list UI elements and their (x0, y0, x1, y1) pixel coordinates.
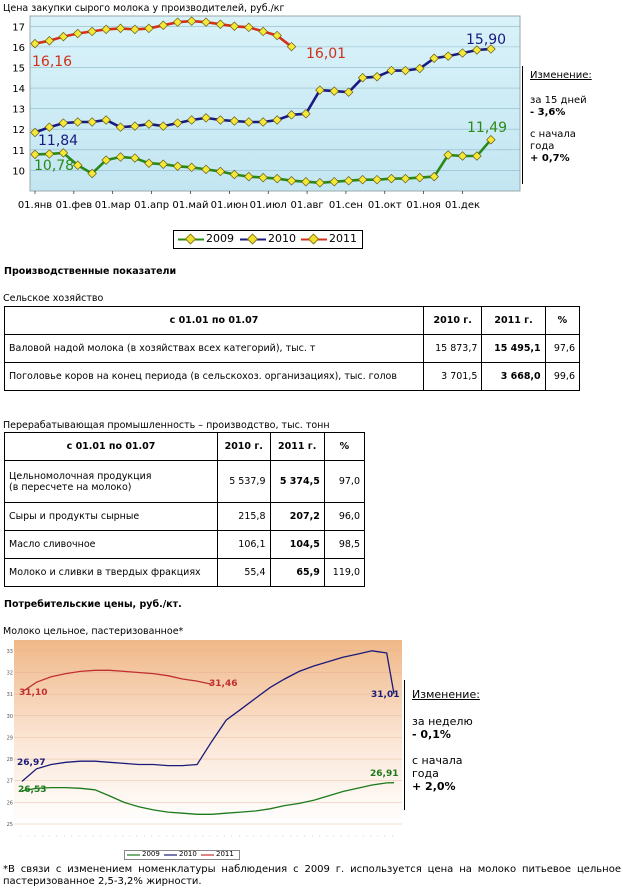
chart1-legend (173, 230, 363, 249)
x-tick-label: · (287, 835, 293, 837)
x-tick-label: 01.окт (367, 200, 402, 211)
proc-header-period: с 01.01 по 01.07 (5, 433, 218, 461)
x-tick-label: · (346, 835, 352, 837)
chart1-legend-2009: 2009 (206, 232, 234, 245)
x-tick-label: · (222, 835, 228, 837)
chart1-label-2009-start: 10,78 (34, 158, 75, 174)
proc-row-2011: 65,9 (270, 559, 324, 587)
x-tick-label: · (251, 835, 257, 837)
x-tick-label: 01.янв (17, 200, 53, 211)
x-tick-label: · (331, 835, 337, 837)
chart2-label-2011-end: 31,46 (209, 679, 238, 689)
x-tick-label: · (214, 835, 220, 837)
x-tick-label: 01.июл (249, 200, 287, 211)
chart2-change-box (412, 688, 480, 793)
x-tick-label: · (163, 835, 169, 837)
y-tick-label: 32 (6, 670, 13, 677)
x-tick-label: · (98, 835, 104, 837)
proc-row-2011: 104,5 (270, 531, 324, 559)
consumer-title: Потребительские цены, руб./кт. (4, 599, 182, 610)
chart1-change-line3: года (530, 141, 555, 152)
x-tick-label: 01.июн (210, 200, 249, 211)
x-tick-label: · (193, 835, 199, 837)
proc-row-label: Сыры и продукты сырные (5, 503, 218, 531)
agri-header-2010: 2010 г. (424, 307, 482, 335)
y-tick-label: 14 (12, 84, 25, 96)
agri-header-pct: % (545, 307, 579, 335)
chart2-label-2011-start: 31,10 (19, 688, 48, 698)
chart1-label-2009-end: 11,49 (467, 120, 508, 136)
x-tick-label: · (105, 835, 111, 837)
chart2-plot-area (14, 640, 402, 824)
proc-header-2010: 2010 г. (218, 433, 271, 461)
x-tick-label: · (317, 835, 323, 837)
proc-row-pct: 98,5 (324, 531, 364, 559)
x-tick-label: · (360, 835, 366, 837)
x-tick-label: · (47, 835, 53, 837)
proc-row-2010: 5 537,9 (218, 461, 271, 503)
table-row (5, 461, 365, 503)
chart1-change-divider (522, 66, 523, 184)
x-tick-label: · (353, 835, 359, 837)
y-tick-label: 16 (12, 42, 25, 54)
agri-row-2010: 15 873,7 (424, 335, 482, 363)
proc-row-pct: 97,0 (324, 461, 364, 503)
proc-row-2010: 55,4 (218, 559, 271, 587)
x-tick-label: 01.фев (55, 200, 93, 211)
x-tick-label: · (244, 835, 250, 837)
chart1-change-line3-value: + 0,7% (530, 153, 570, 164)
chart1-title: Цена закупки сырого молока у производителей, руб./кг (3, 3, 285, 14)
proc-row-2010: 106,1 (218, 531, 271, 559)
y-tick-label: 31 (6, 692, 13, 699)
x-tick-label: · (390, 835, 395, 837)
x-tick-label: · (25, 835, 31, 837)
x-tick-label: · (309, 835, 315, 837)
x-tick-label: 01.ноя (406, 200, 441, 211)
x-tick-label: · (54, 835, 60, 837)
x-tick-label: · (375, 835, 381, 837)
agri-table-header-row (5, 307, 580, 335)
y-tick-label: 27 (6, 778, 13, 785)
proc-table-header-row (5, 433, 365, 461)
x-tick-label: · (207, 835, 213, 837)
agri-row-2011: 3 668,0 (482, 363, 545, 391)
proc-row-2011: 5 374,5 (270, 461, 324, 503)
chart2-legend-2011: 2011 (216, 850, 234, 858)
chart1-label-2010-start: 11,84 (38, 133, 79, 149)
y-tick-label: 25 (6, 822, 13, 828)
chart2-title: Молоко цельное, пастеризованное* (3, 626, 184, 637)
x-tick-label: · (280, 835, 286, 837)
y-tick-label: 17 (12, 22, 25, 34)
proc-header-pct: % (324, 433, 364, 461)
x-tick-label: 01.сен (328, 200, 363, 211)
proc-row-2010: 215,8 (218, 503, 271, 531)
proc-row-pct: 96,0 (324, 503, 364, 531)
agri-table (4, 306, 580, 391)
x-tick-label: · (32, 835, 38, 837)
x-tick-label: · (112, 835, 118, 837)
x-tick-label: · (382, 835, 388, 837)
y-tick-label: 26 (6, 800, 13, 807)
agri-caption: Сельское хозяйство (3, 293, 104, 304)
x-tick-label: · (156, 835, 162, 837)
x-tick-label: · (134, 835, 140, 837)
chart1-plot-area (30, 16, 520, 191)
chart2-change-line3-value: + 2,0% (412, 780, 456, 793)
footnote: *В связи с изменением номенклатуры наблюдения с 2009 г. используется цена на молоко питьевое цельное пастеризованное 2,5-3,2% жирности. (3, 864, 621, 887)
proc-row-2011: 207,2 (270, 503, 324, 531)
agri-row-2010: 3 701,5 (424, 363, 482, 391)
chart2-svg (0, 638, 623, 866)
agri-header-2011: 2011 г. (482, 307, 545, 335)
x-tick-label: · (185, 835, 191, 837)
chart2-label-2010-end: 31,01 (371, 690, 400, 700)
x-tick-label: · (76, 835, 82, 837)
x-tick-label: · (229, 835, 235, 837)
chart2-label-2009-end: 26,91 (370, 769, 399, 779)
chart2-change-line1-value: - 0,1% (412, 728, 451, 741)
x-tick-label: 01.авг (290, 200, 324, 211)
x-tick-label: 01.мар (94, 200, 131, 211)
chart1-change-line2: с начала (530, 129, 576, 140)
agri-row-label: Поголовье коров на конец периода (в сельскохоз. организациях), тыс. голов (5, 363, 424, 391)
table-row (5, 335, 580, 363)
x-tick-label: · (61, 835, 67, 837)
y-tick-label: 11 (12, 145, 25, 157)
chart2-change-divider (404, 680, 405, 810)
chart1-change-line1: за 15 дней (530, 95, 587, 106)
chart2-change-line1: за неделю (412, 715, 473, 728)
proc-table (4, 432, 365, 587)
y-tick-label: 13 (12, 104, 25, 116)
x-tick-label: · (171, 835, 177, 837)
chart2-change-line3: года (412, 767, 439, 780)
y-tick-label: 33 (6, 648, 13, 655)
chart1-legend-2011: 2011 (329, 232, 357, 245)
x-tick-label: · (149, 835, 155, 837)
chart1-label-2011-end: 16,01 (306, 46, 347, 62)
table-row (5, 559, 365, 587)
x-tick-label: 01.дек (445, 200, 481, 211)
agri-row-pct: 99,6 (545, 363, 579, 391)
x-tick-label: · (142, 835, 147, 837)
proc-row-label: Масло сливочное (5, 531, 218, 559)
proc-caption: Перерабатывающая промышленность – производство, тыс. тонн (3, 420, 330, 431)
chart1-legend-2010: 2010 (268, 232, 296, 245)
proc-row-label: Цельномолочная продукция (в пересчете на молоко) (5, 461, 218, 503)
y-tick-label: 28 (6, 757, 13, 764)
chart2-legend-2009: 2009 (142, 850, 160, 858)
x-tick-label: · (266, 835, 271, 837)
chart2-legend (124, 850, 240, 860)
table-row (5, 503, 365, 531)
chart1-change-line1-value: - 3,6% (530, 107, 566, 118)
y-tick-label: 29 (6, 735, 13, 742)
x-tick-label: · (258, 835, 264, 837)
agri-row-2011: 15 495,1 (482, 335, 545, 363)
x-tick-label: · (302, 835, 308, 837)
chart1-change-box (530, 70, 592, 165)
proc-row-label: Молоко и сливки в твердых фракциях (5, 559, 218, 587)
x-tick-label: · (273, 835, 279, 837)
chart2-change-header: Изменение: (412, 688, 480, 701)
y-tick-label: 30 (6, 713, 13, 720)
x-tick-label: 01.апр (134, 200, 170, 211)
section-production-title: Производственные показатели (4, 266, 177, 277)
chart1-label-2011-start: 16,16 (32, 54, 73, 70)
x-tick-label: · (69, 835, 75, 837)
chart1-label-2010-end: 15,90 (466, 32, 507, 48)
x-tick-label: · (200, 835, 206, 837)
x-tick-label: · (83, 835, 89, 837)
agri-row-pct: 97,6 (545, 335, 579, 363)
chart1-change-header: Изменение: (530, 70, 592, 81)
x-tick-label: · (295, 835, 301, 837)
x-tick-label: · (178, 835, 184, 837)
x-tick-label: · (338, 835, 344, 837)
x-tick-label: 01.май (172, 200, 209, 211)
x-tick-label: · (236, 835, 242, 837)
agri-header-period: с 01.01 по 01.07 (5, 307, 424, 335)
x-tick-label: · (324, 835, 330, 837)
chart2-legend-2010: 2010 (179, 850, 197, 858)
y-tick-label: 15 (12, 63, 25, 75)
proc-row-pct: 119,0 (324, 559, 364, 587)
x-tick-label: · (120, 835, 126, 837)
table-row (5, 363, 580, 391)
chart2-change-line2: с начала (412, 754, 463, 767)
y-tick-label: 10 (12, 166, 25, 178)
agri-row-label: Валовой надой молока (в хозяйствах всех категорий), тыс. т (5, 335, 424, 363)
chart2-label-2009-start: 26,53 (18, 785, 47, 795)
y-tick-label: 12 (12, 125, 25, 137)
proc-header-2011: 2011 г. (270, 433, 324, 461)
chart2-label-2010-start: 26,97 (17, 758, 46, 768)
x-tick-label: · (90, 835, 96, 837)
x-tick-label: · (39, 835, 45, 837)
x-tick-label: · (18, 835, 23, 837)
x-tick-label: · (127, 835, 133, 837)
table-row (5, 531, 365, 559)
x-tick-label: · (368, 835, 374, 837)
